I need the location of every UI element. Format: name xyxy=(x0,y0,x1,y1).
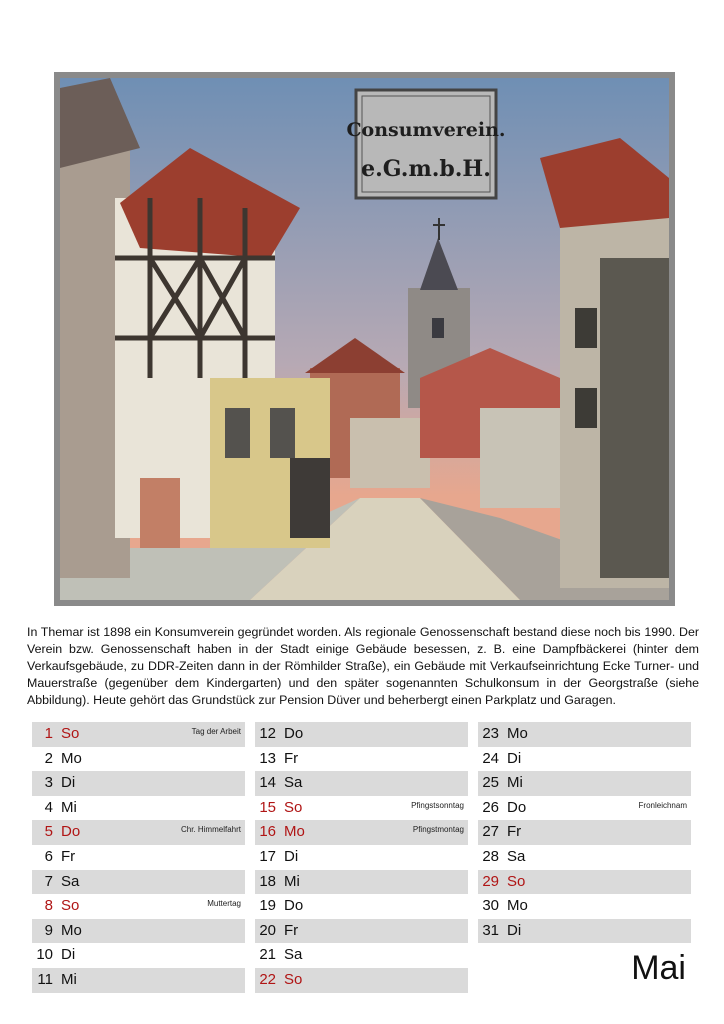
calendar-day-row xyxy=(478,722,691,747)
calendar-day-row xyxy=(255,968,468,993)
calendar-day-row xyxy=(478,771,691,796)
calendar-day-row xyxy=(255,747,468,772)
day-number: 15 xyxy=(259,798,276,816)
calendar-day-row xyxy=(255,820,468,845)
weekday-abbrev: So xyxy=(61,725,80,742)
weekday-abbrev: Mo xyxy=(507,897,528,915)
day-number: 14 xyxy=(259,774,276,792)
weekday-abbrev: Di xyxy=(507,749,522,767)
day-number: 21 xyxy=(259,946,276,964)
day-number: 5 xyxy=(44,823,53,841)
weekday-abbrev: So xyxy=(284,798,303,816)
photo-caption: In Themar ist 1898 ein Konsumverein gegründet worden. Als regionale Genossenschaft bestand diese noch bis 1990. Der Verein bzw. Genossenschaft haben in der Stadt einige Gebäude besessen, z. B. eine Dampfbäckerei (hinter dem Verkaufsgebäude, zu DDR-Zeiten dann in der Römhilder Straße), ein Gebäude mit Verkaufseinrichtung Ecke Turner- und Mauerstraße (gegenüber dem Kindergarten) und den später sogenannten Schulkonsum in der Georgstraße (siehe Abbildung). Heute gehört das Grundstück zur Pension Düver und beherbergt einen Parkplatz und Garagen. xyxy=(27,625,699,707)
weekday-abbrev: So xyxy=(284,970,303,988)
day-number: 24 xyxy=(482,749,499,767)
calendar-day-row xyxy=(255,919,468,944)
weekday-abbrev: So xyxy=(61,897,80,915)
weekday-abbrev: Mi xyxy=(284,872,300,890)
weekday-abbrev: Do xyxy=(284,725,304,742)
calendar-day-row xyxy=(478,820,691,845)
day-number: 12 xyxy=(259,725,276,742)
calendar-column-2 xyxy=(255,722,468,993)
calendar-day-row xyxy=(255,845,468,870)
weekday-abbrev: Mi xyxy=(61,970,77,988)
weekday-abbrev: Sa xyxy=(284,946,303,964)
calendar-day-row xyxy=(32,894,245,919)
photo-frame xyxy=(54,72,675,606)
weekday-abbrev: Mi xyxy=(61,798,77,816)
calendar-day-row xyxy=(255,870,468,895)
calendar-day-row xyxy=(32,747,245,772)
weekday-abbrev: So xyxy=(507,872,526,890)
day-number: 30 xyxy=(482,897,499,915)
day-number: 29 xyxy=(482,872,499,890)
street-photo xyxy=(60,78,669,600)
day-number: 18 xyxy=(259,872,276,890)
calendar-day-row xyxy=(32,845,245,870)
day-number: 25 xyxy=(482,774,499,792)
month-title: Mai xyxy=(631,949,686,987)
day-number: 28 xyxy=(482,847,499,865)
weekday-abbrev: Mo xyxy=(61,749,82,767)
day-number: 3 xyxy=(44,774,53,792)
day-number: 23 xyxy=(482,725,499,742)
day-number: 9 xyxy=(44,921,53,939)
weekday-abbrev: Sa xyxy=(61,872,80,890)
calendar-day-row xyxy=(32,796,245,821)
weekday-abbrev: Di xyxy=(507,921,522,939)
calendar-day-row xyxy=(32,919,245,944)
calendar-day-row xyxy=(478,894,691,919)
holiday-label: Pfingstmontag xyxy=(412,825,464,835)
calendar-day-row xyxy=(32,820,245,845)
calendar-day-row xyxy=(32,870,245,895)
day-number: 6 xyxy=(44,847,53,865)
weekday-abbrev: Do xyxy=(284,897,304,915)
calendar-day-row xyxy=(255,894,468,919)
holiday-label: Muttertag xyxy=(207,899,241,909)
day-number: 4 xyxy=(44,798,53,816)
calendar-day-row xyxy=(478,796,691,821)
day-number: 10 xyxy=(36,946,53,964)
calendar-day-row xyxy=(255,943,468,968)
weekday-abbrev: Mo xyxy=(507,725,528,742)
day-number: 22 xyxy=(259,970,276,988)
day-number: 11 xyxy=(37,970,53,988)
weekday-abbrev: Sa xyxy=(284,774,303,792)
day-number: 8 xyxy=(44,897,53,915)
weekday-abbrev: Do xyxy=(61,823,81,841)
weekday-abbrev: Mo xyxy=(61,921,82,939)
holiday-label: Fronleichnam xyxy=(638,800,687,810)
calendar-day-row xyxy=(478,747,691,772)
calendar-column-1 xyxy=(32,722,245,993)
weekday-abbrev: Sa xyxy=(507,847,526,865)
day-number: 1 xyxy=(44,725,53,742)
holiday-label: Tag der Arbeit xyxy=(191,727,241,736)
weekday-abbrev: Mo xyxy=(284,823,305,841)
calendar-day-row xyxy=(255,796,468,821)
weekday-abbrev: Mi xyxy=(507,774,523,792)
day-number: 26 xyxy=(482,798,499,816)
calendar-day-row xyxy=(255,722,468,747)
calendar-day-row xyxy=(32,771,245,796)
day-number: 31 xyxy=(482,921,499,939)
day-number: 13 xyxy=(259,749,276,767)
calendar-column-3 xyxy=(478,722,691,943)
calendar-day-row xyxy=(32,722,245,747)
calendar-day-row xyxy=(478,919,691,944)
day-number: 7 xyxy=(44,872,53,890)
weekday-abbrev: Di xyxy=(61,774,76,792)
weekday-abbrev: Fr xyxy=(507,823,522,841)
weekday-abbrev: Do xyxy=(507,798,527,816)
sign-line-1: Consumverein. xyxy=(346,119,506,141)
day-number: 2 xyxy=(44,749,53,767)
day-number: 27 xyxy=(482,823,499,841)
weekday-abbrev: Fr xyxy=(284,921,299,939)
day-number: 17 xyxy=(259,847,276,865)
weekday-abbrev: Fr xyxy=(61,847,76,865)
day-number: 19 xyxy=(259,897,276,915)
weekday-abbrev: Fr xyxy=(284,749,299,767)
holiday-label: Chr. Himmelfahrt xyxy=(180,825,241,835)
weekday-abbrev: Di xyxy=(61,946,76,964)
calendar-day-row xyxy=(478,870,691,895)
holiday-label: Pfingstsonntag xyxy=(411,800,464,810)
calendar-day-row xyxy=(255,771,468,796)
calendar-day-row xyxy=(32,943,245,968)
calendar-day-row xyxy=(32,968,245,993)
day-number: 16 xyxy=(259,823,276,841)
day-number: 20 xyxy=(259,921,276,939)
weekday-abbrev: Di xyxy=(284,847,299,865)
calendar-day-row xyxy=(478,845,691,870)
sign-line-2: e.G.m.b.H. xyxy=(361,156,491,182)
